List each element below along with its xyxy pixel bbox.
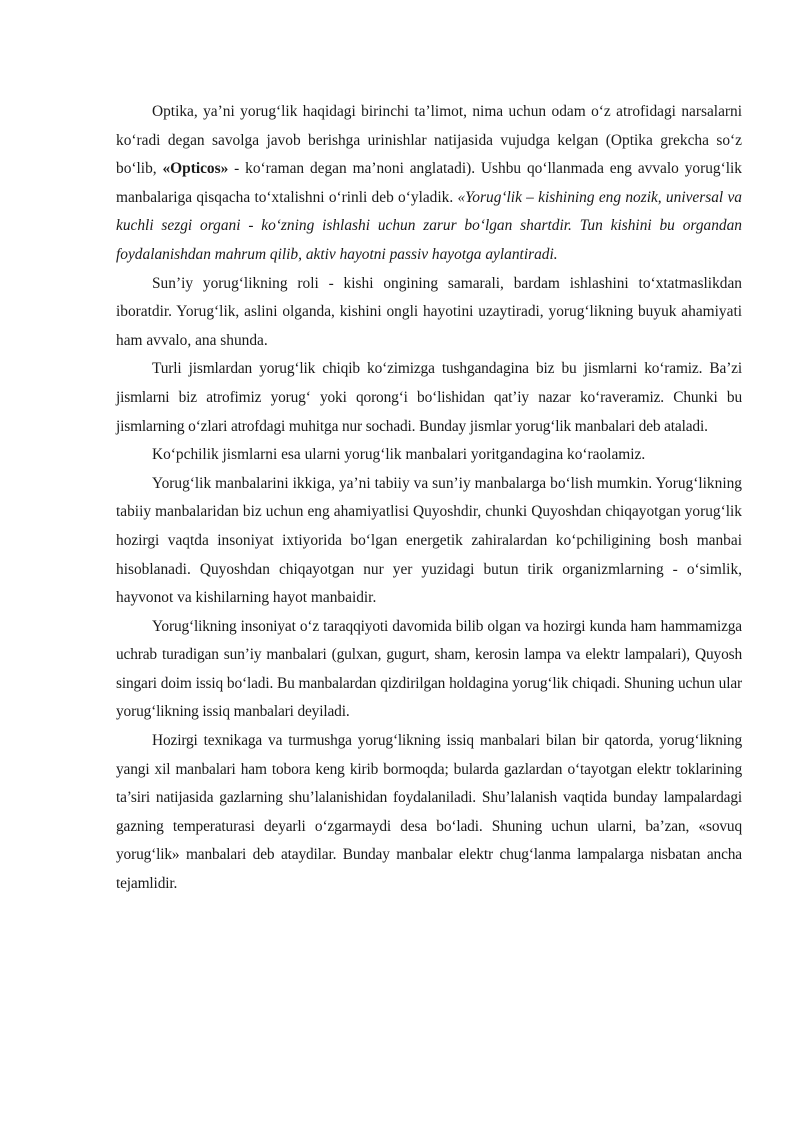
paragraph-1: [116, 98, 742, 270]
paragraph-2: Sun’iy yorug‘likning roli - kishi ongining samarali, bardam ishlashini to‘xtatmaslikdan iboratdir. Yorug‘lik, aslini olganda, kishini ongli hayotini uzaytiradi, yorug‘likning buyuk ahamiyati ham avvalo, ana shunda.: [116, 274, 742, 349]
paragraph-5: Yorug‘lik manbalarini ikkiga, ya’ni tabiiy va sun’iy manbalarga bo‘lish mumkin. Yorug‘likning tabiiy manbalaridan biz uchun eng ahamiyatlisi Quyoshdir, chunki Quyoshdan chiqayotgan yorug‘lik hozirgi vaqtda insoniyat ixtiyorida bo‘lgan energetik zahiralardan ko‘pchiligining bosh manbai hisoblanadi. Quyoshdan chiqayotgan nur yer yuzidagi butun tirik organizmlarning - o‘simlik, hayvonot va kishilarning hayot manbaidir.: [116, 474, 742, 607]
paragraph-4: Ko‘pchilik jismlarni esa ularni yorug‘lik manbalari yoritgandagina ko‘raolamiz.: [152, 446, 646, 464]
paragraph-1-quote: «Yorug‘lik – kishining eng nozik, universal va kuchli sezgi organi - ko‘zning ishlashi uchun zarur bo‘lgan shartdir. Tun kishini bu organdan foydalanishdan mahrum qilib, aktiv hayotni passiv hayotga aylantiradi.: [116, 188, 742, 263]
paragraph-3: Turli jismlardan yorug‘lik chiqib ko‘zimizga tushgandagina biz bu jismlarni ko‘ramiz. Ba’zi jismlarni biz atrofimiz yorug‘ yoki qorong‘i bo‘lishidan qat’iy nazar ko‘raveramiz. Chunki bu jismlarning o‘zlari atrofdagi muhitga nur sochadi. Bunday jismlar yorug‘lik manbalari deb ataladi.: [116, 360, 742, 435]
paragraph-1-intro: Optika, ya’ni yorug‘lik haqidagi birinchi ta’limot, nima uchun odam o‘z atrofidagi narsalarni ko‘radi degan savolga javob berishga urinishlar natijasida vujudga kelgan (Optika grekcha so‘z bo‘lib,: [116, 103, 742, 178]
paragraph-1-middle: - ko‘raman degan ma’noni anglatadi). Ushbu qo‘llanmada eng avvalo yorug‘lik manbalariga qisqacha to‘xtalishni o‘rinli deb o‘yladik.: [116, 160, 742, 206]
document-page: [116, 98, 742, 899]
paragraph-7: Hozirgi texnikaga va turmushga yorug‘likning issiq manbalari bilan bir qatorda, yorug‘likning yangi xil manbalari ham tobora keng kirib bormoqda; bularda gazlardan o‘tayotgan elektr toklarining ta’siri natijasida gazlarning shu’lalanishidan foydalaniladi. Shu’lalanish vaqtida bunday lampalardagi gazning temperaturasi deyarli o‘zgarmaydi desa bo‘ladi. Shuning uchun ularni, ba’zan, «sovuq yorug‘lik» manbalari deb ataydilar. Bunday manbalar elektr chug‘lanma lampalarga nisbatan ancha tejamlidir.: [116, 732, 742, 893]
opticos-term: «Opticos»: [162, 160, 229, 178]
paragraph-6: Yorug‘likning insoniyat o‘z taraqqiyoti davomida bilib olgan va hozirgi kunda ham hammamizga uchrab turadigan sun’iy manbalari (gulxan, gugurt, sham, kerosin lampa va elektr lampalari), Quyosh singari doim issiq bo‘ladi. Bu manbalardan qizdirilgan holdagina yorug‘lik chiqadi. Shuning uchun ular yorug‘likning issiq manbalari deyiladi.: [116, 617, 742, 721]
